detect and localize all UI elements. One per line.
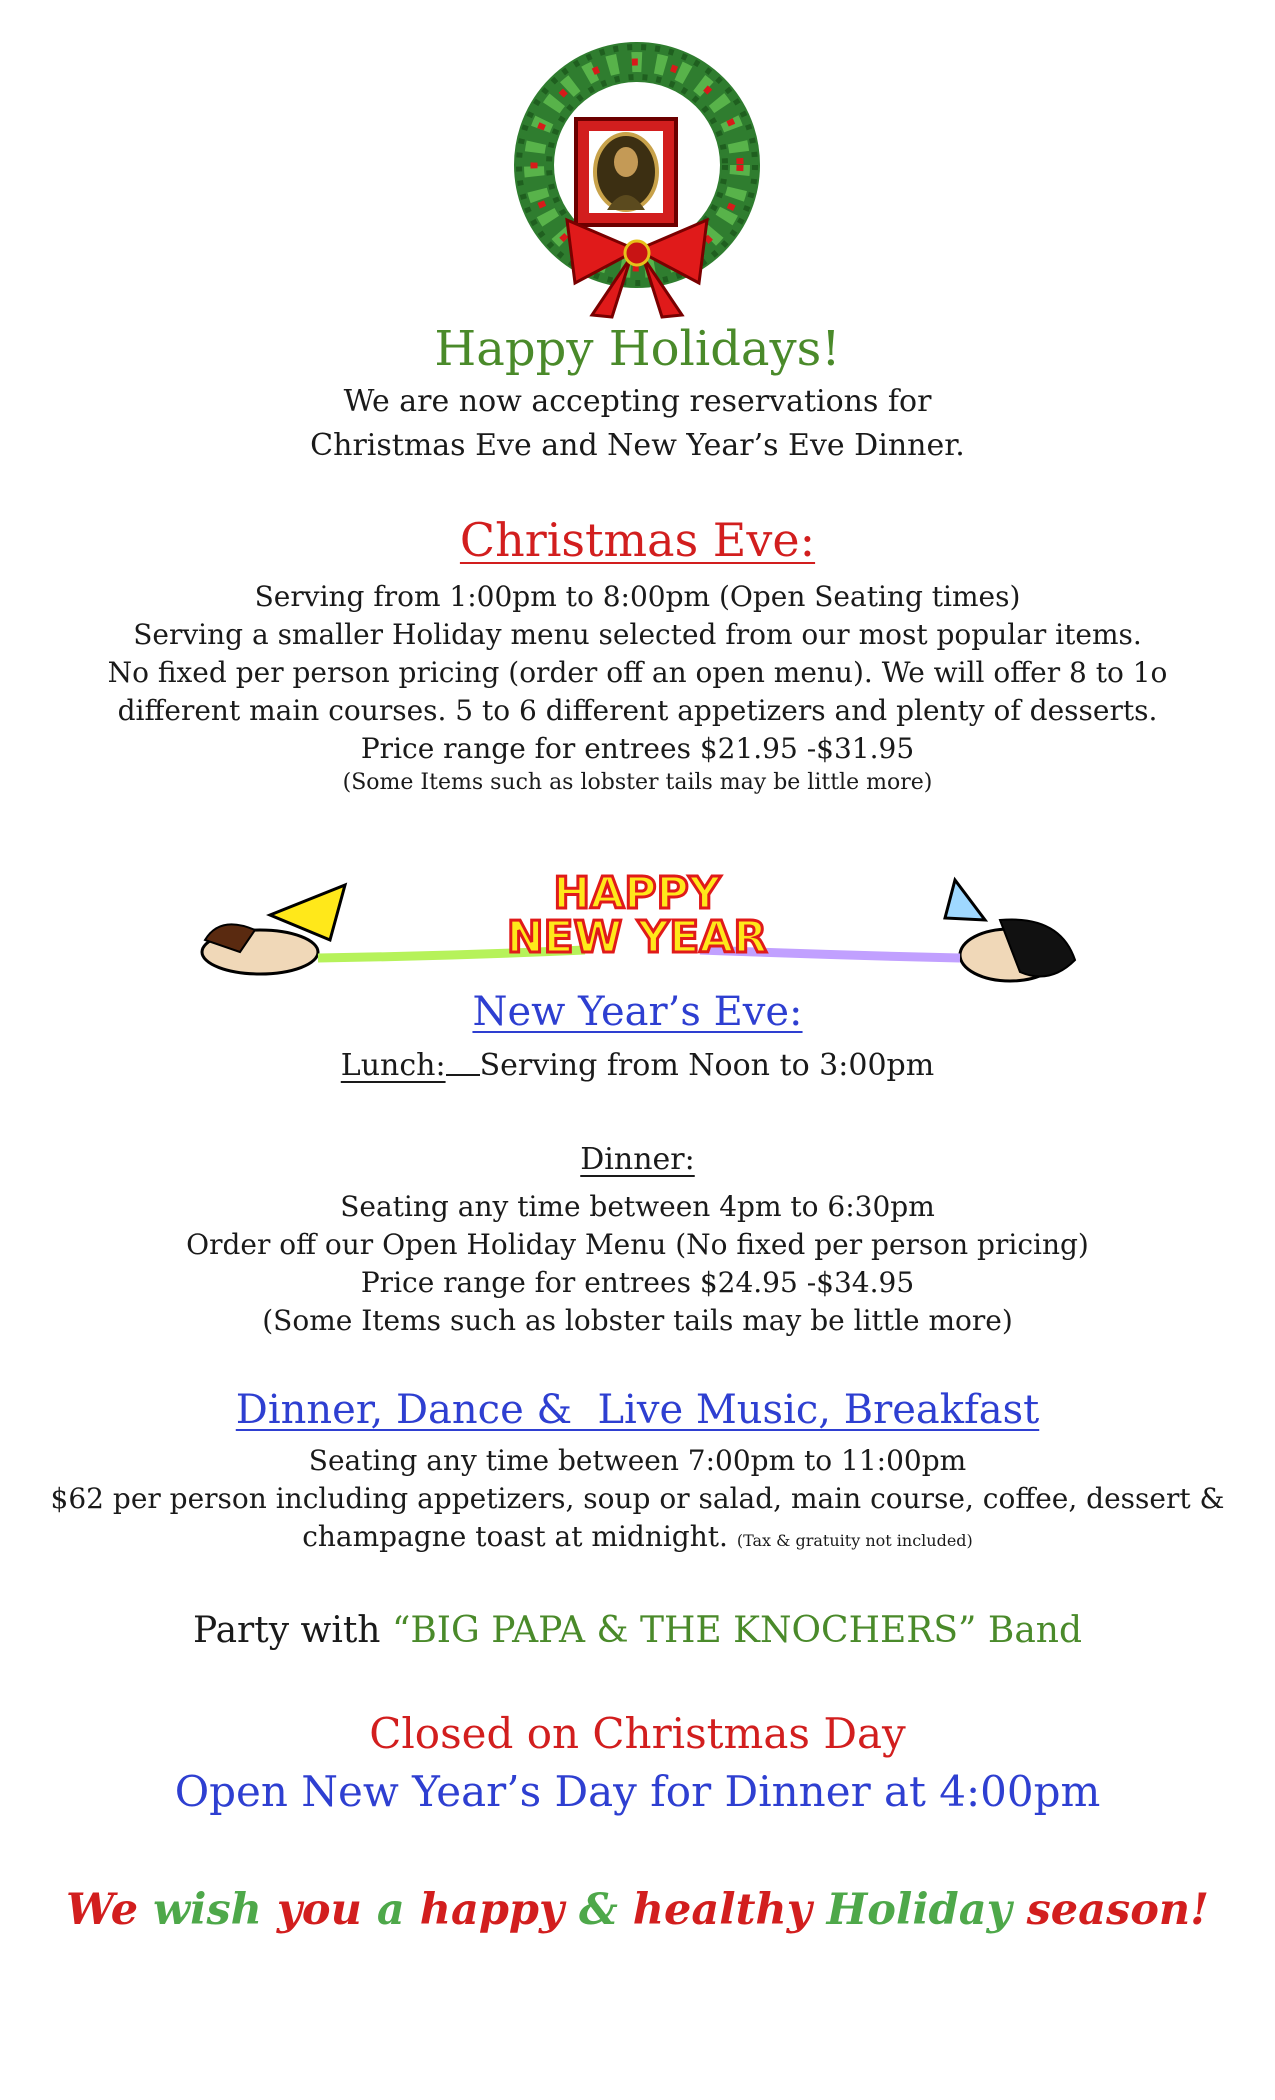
holiday-wish bbox=[0, 1880, 1275, 1940]
dinner-line-2: Order off our Open Holiday Menu (No fixed per person pricing) bbox=[186, 1228, 1089, 1261]
wish-word-8: Holiday bbox=[826, 1885, 1012, 1935]
wish-word-4: a bbox=[376, 1885, 405, 1935]
christmas-eve-line-5: Price range for entrees $21.95 -$31.95 bbox=[360, 732, 915, 765]
christmas-eve-title-wrap bbox=[0, 510, 1275, 570]
christmas-eve-line-1: Serving from 1:00pm to 8:00pm (Open Seating times) bbox=[254, 580, 1021, 613]
greeting-heading: Happy Holidays! bbox=[434, 321, 841, 377]
wreath-image bbox=[0, 0, 1275, 320]
banner-line-1: HAPPY bbox=[553, 868, 721, 919]
banner-line-2: NEW YEAR bbox=[506, 912, 768, 963]
dinner-line-1: Seating any time between 4pm to 6:30pm bbox=[340, 1190, 935, 1223]
open-notice: Open New Year’s Day for Dinner at 4:00pm bbox=[174, 1767, 1101, 1816]
dinner-dance-line-3 bbox=[0, 1516, 1275, 1561]
dinner-label-wrap bbox=[0, 1138, 1275, 1182]
lunch-text: Serving from Noon to 3:00pm bbox=[479, 1048, 935, 1083]
lunch-label: Lunch: bbox=[340, 1048, 446, 1083]
intro-line-1: We are now accepting reservations for bbox=[343, 384, 932, 419]
wish-word-7: healthy bbox=[632, 1885, 812, 1935]
christmas-eve-line-2: Serving a smaller Holiday menu selected from our most popular items. bbox=[133, 618, 1142, 651]
band-prefix: Party with bbox=[192, 1610, 392, 1651]
wish-word-5: happy bbox=[419, 1885, 564, 1935]
new-years-eve-title: New Year’s Eve: bbox=[472, 989, 803, 1035]
dinner-dance-line-1: Seating any time between 7:00pm to 11:00pm bbox=[308, 1444, 967, 1477]
wish-word-3: you bbox=[276, 1885, 362, 1935]
christmas-eve-title: Christmas Eve: bbox=[459, 513, 816, 567]
new-years-eve-title-wrap bbox=[0, 986, 1275, 1038]
wish-word-6: & bbox=[578, 1885, 618, 1935]
christmas-eve-line-3: No fixed per person pricing (order off an open menu). We will offer 8 to 1o bbox=[107, 656, 1168, 689]
dinner-line-4: (Some Items such as lobster tails may be little more) bbox=[262, 1304, 1013, 1337]
tax-note: (Tax & gratuity not included) bbox=[736, 1531, 973, 1550]
dinner-dance-line-2: $62 per person including appetizers, soup or salad, main course, coffee, dessert & bbox=[50, 1482, 1225, 1515]
closed-notice: Closed on Christmas Day bbox=[369, 1709, 906, 1758]
lunch-line bbox=[0, 1044, 1275, 1088]
christmas-eve-note: (Some Items such as lobster tails may be little more) bbox=[342, 770, 933, 795]
dinner-dance-title-wrap bbox=[0, 1384, 1275, 1436]
wish-word-2: wish bbox=[153, 1885, 262, 1935]
dinner-dance-title: Dinner, Dance & Live Music, Breakfast bbox=[235, 1387, 1040, 1433]
band-line bbox=[0, 1606, 1275, 1656]
christmas-eve-line-4: different main courses. 5 to 6 different appetizers and plenty of desserts. bbox=[117, 694, 1158, 727]
happy-new-year-banner bbox=[0, 860, 1275, 990]
wish-word-9: season! bbox=[1026, 1885, 1210, 1935]
wish-word-1: We bbox=[65, 1885, 139, 1935]
dinner-label: Dinner: bbox=[580, 1142, 695, 1177]
dinner-line-3: Price range for entrees $24.95 -$34.95 bbox=[360, 1266, 915, 1299]
band-suffix: Band bbox=[976, 1610, 1083, 1651]
dinner-dance-line-3-text: champagne toast at midnight. bbox=[302, 1520, 728, 1553]
intro-line-2: Christmas Eve and New Year’s Eve Dinner. bbox=[310, 428, 965, 463]
band-name: “BIG PAPA & THE KNOCHERS” bbox=[391, 1610, 977, 1651]
